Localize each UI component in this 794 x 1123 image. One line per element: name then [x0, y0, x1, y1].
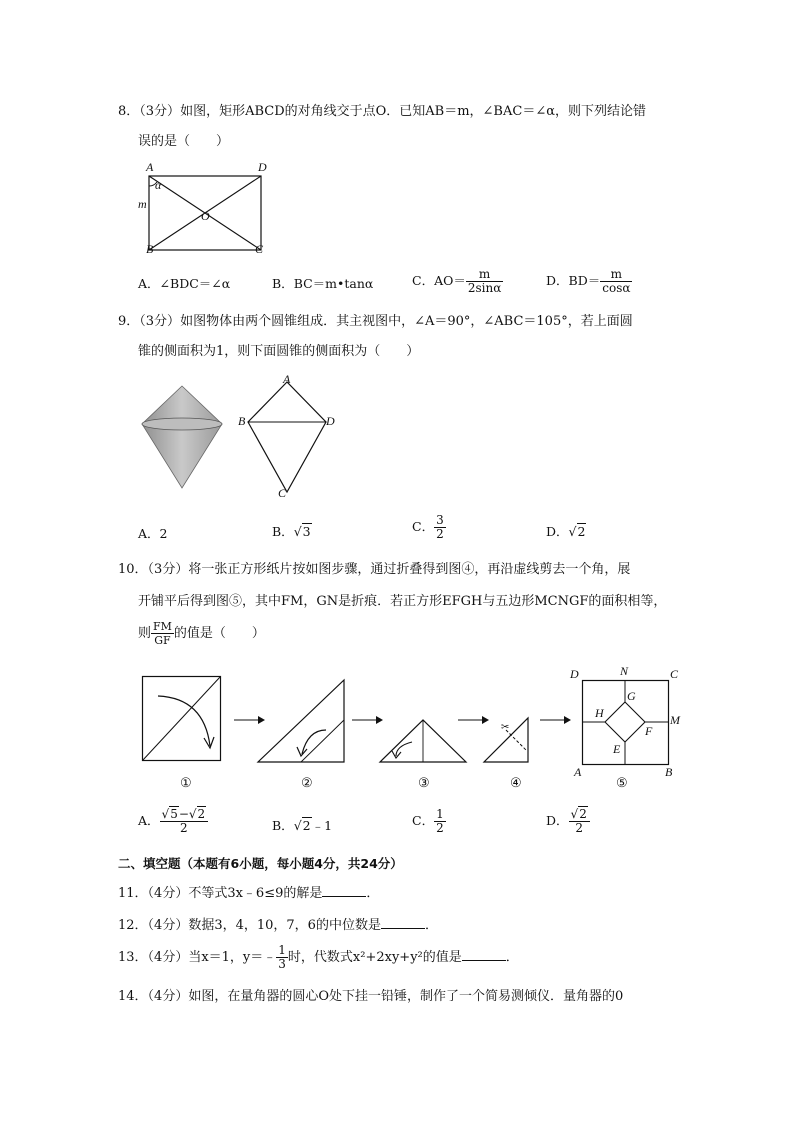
q12	[118, 916, 438, 936]
q8-option-C-fraction	[466, 268, 503, 295]
q9-front-view-figure	[240, 372, 340, 502]
q10-step1-figure	[142, 676, 222, 766]
q10-option-D-letter: D．	[546, 813, 569, 828]
q10-step5-label: ⑤	[616, 776, 628, 791]
q10-option-D-num	[569, 808, 590, 822]
q9-option-D-radicand: 2	[577, 524, 586, 539]
q10-option-A-sqrt-a: √5	[161, 807, 178, 821]
q8-option-A-text: ∠BDC＝∠α	[159, 276, 231, 291]
q10-number: 10．	[118, 562, 148, 577]
q9-stem-line2: 锥的侧面积为1，则下面圆锥的侧面积为（ ）	[138, 344, 420, 359]
q10-ratio-num: FM	[153, 620, 172, 633]
q13	[118, 944, 519, 971]
q9-number: 9．	[118, 314, 140, 329]
q12-answer-blank[interactable]	[381, 916, 425, 929]
q10-stem-line1	[118, 560, 630, 580]
q10-option-D-radicand: 2	[579, 807, 587, 821]
q8-label-A: A	[146, 160, 154, 174]
q10-stem-line3	[138, 620, 265, 647]
q11-score: （4分）	[147, 886, 189, 901]
q8-option-A-letter: A．	[138, 276, 160, 291]
q9-option-D-sqrt: √2	[568, 524, 586, 539]
q9-stem-line1	[118, 312, 633, 332]
q10-option-D[interactable]	[546, 808, 590, 835]
q13-fraction	[276, 944, 288, 971]
q9-label-C: C	[278, 486, 287, 500]
q9-label-A: A	[283, 372, 291, 386]
q10-option-A-letter: A．	[138, 813, 160, 828]
q9-text1: 如图物体由两个圆锥组成．其主视图中，∠A＝90°，∠ABC＝105°，若上面圆	[180, 314, 633, 329]
q8-option-B-text: BC＝m•tanα	[293, 276, 374, 291]
q8-text1: 如图，矩形ABCD的对角线交于点O．已知AB＝m，∠BAC＝∠α，则下列结论错	[180, 104, 646, 119]
q13-post: 时，代数式x²+2xy+y²的值是	[287, 950, 462, 965]
q9-option-B-letter: B．	[272, 524, 294, 539]
q10-stem-line2: 开铺平后得到图⑤，其中FM，GN是折痕．若正方形EFGH与五边形MCNGF的面积相等，	[138, 594, 667, 609]
q13-answer-blank[interactable]	[462, 948, 506, 961]
q9-option-A-letter: A．	[138, 526, 160, 541]
q10-step5-figure	[582, 680, 670, 766]
q10-option-D-fraction	[569, 808, 590, 835]
q8-option-D-pre: BD＝	[568, 273, 601, 288]
q10-step2-figure	[256, 678, 346, 764]
q10-option-A[interactable]	[138, 808, 208, 835]
q8-option-B-letter: B．	[272, 276, 294, 291]
q10-fig5-label-B: B	[665, 765, 673, 779]
q10-option-B[interactable]	[272, 816, 332, 834]
q11-end: ．	[366, 886, 380, 901]
q12-text: 数据3，4，10，7，6的中位数是	[188, 918, 381, 933]
q9-double-cone-picture	[140, 384, 224, 490]
q13-number: 13．	[118, 950, 148, 965]
q10-option-C-num: 1	[436, 807, 444, 821]
q10-fig5-label-F: F	[645, 724, 653, 738]
q9-option-C[interactable]	[412, 514, 446, 541]
q10-option-D-den: 2	[575, 821, 583, 835]
q8-stem-line2: 误的是（ ）	[138, 134, 230, 149]
q14-number: 14．	[118, 989, 148, 1004]
q10-option-D-sqrt: √2	[570, 807, 587, 821]
q8-stem-line1	[118, 102, 646, 122]
q8-label-D: D	[258, 160, 267, 174]
q10-fig5-label-E: E	[613, 742, 621, 756]
q10-fig5-label-N: N	[620, 664, 629, 678]
q8-option-D-fraction	[600, 268, 632, 295]
q12-end: ．	[424, 918, 438, 933]
q10-option-A-fraction	[160, 808, 209, 835]
q9-option-D-letter: D．	[546, 524, 569, 539]
q8-label-B: B	[146, 242, 154, 256]
q8-option-C-letter: C．	[412, 273, 435, 288]
q10-step4-figure	[482, 716, 532, 766]
q8-option-D-letter: D．	[546, 273, 569, 288]
q8-option-C-pre: AO＝	[434, 273, 466, 288]
q8-option-D[interactable]	[546, 268, 632, 295]
q10-option-B-letter: B．	[272, 818, 294, 833]
q10-fig5-label-H: H	[595, 706, 604, 720]
q14-text: 如图，在量角器的圆心O处下挂一铅锤，制作了一个简易测倾仪．量角器的0	[188, 989, 624, 1004]
q13-num: 1	[278, 943, 286, 957]
q9-score: （3分）	[139, 314, 181, 329]
q10-arrow-4	[540, 715, 574, 725]
q9-option-D[interactable]	[546, 522, 586, 540]
q8-score: （3分）	[139, 104, 181, 119]
q10-step4-label: ④	[510, 776, 522, 791]
q10-option-A-num	[160, 808, 209, 822]
q10-option-C-letter: C．	[412, 813, 435, 828]
q10-option-B-post: ﹣1	[311, 818, 333, 833]
q10-option-A-radicand-a: 5	[170, 807, 178, 821]
q11	[118, 884, 379, 904]
q10-fig5-label-M: M	[670, 713, 680, 727]
q10-option-A-minus: −	[178, 807, 189, 821]
q9-option-B-sqrt: √3	[293, 524, 311, 539]
q10-fig5-label-D: D	[570, 667, 579, 681]
q10-option-C-den: 2	[436, 821, 444, 835]
q9-label-D: D	[326, 414, 335, 428]
q8-label-m: m	[138, 197, 147, 211]
q13-score: （4分）	[147, 950, 189, 965]
q10-ratio-fraction	[151, 620, 174, 647]
q8-option-B[interactable]	[272, 274, 373, 292]
q10-option-A-den: 2	[180, 821, 188, 835]
q12-number: 12．	[118, 918, 148, 933]
q8-option-C-num: m	[466, 268, 503, 282]
section-heading-fill-in: 二、填空题（本题有6小题，每小题4分，共24分）	[118, 856, 403, 871]
q13-pre: 当x＝1，y＝﹣	[188, 950, 277, 965]
q10-option-A-sqrt-b: √2	[188, 807, 206, 821]
q10-text3-post: 的值是（ ）	[173, 626, 265, 641]
q8-option-C[interactable]	[412, 268, 503, 295]
q8-option-D-den: cosα	[602, 281, 631, 295]
q9-option-B[interactable]	[272, 522, 312, 540]
q9-option-C-num: 3	[436, 513, 444, 527]
q8-label-C: C	[255, 242, 264, 256]
q11-number: 11．	[118, 886, 148, 901]
q9-label-B: B	[238, 414, 246, 428]
q10-step3-figure	[378, 718, 468, 766]
q8-label-alpha: α	[155, 178, 162, 192]
q14-score: （4分）	[147, 989, 189, 1004]
q9-option-B-radicand: 3	[302, 524, 311, 539]
q9-option-C-letter: C．	[412, 519, 435, 534]
q13-den: 3	[278, 957, 286, 971]
q8-label-O: O	[201, 209, 210, 223]
q8-number: 8．	[118, 104, 140, 119]
q10-text3-pre: 则	[138, 626, 152, 641]
svg-text:✂: ✂	[501, 722, 510, 733]
q10-step3-label: ③	[418, 776, 430, 791]
q9-option-A-text: 2	[159, 526, 168, 541]
q10-fig5-label-C: C	[670, 667, 679, 681]
q9-option-C-den: 2	[436, 527, 444, 541]
q11-text: 不等式3x﹣6≤9的解是	[188, 886, 323, 901]
q10-ratio-den: GF	[154, 634, 171, 647]
q8-option-A[interactable]	[138, 274, 230, 292]
q10-option-B-radicand: 2	[302, 818, 311, 833]
q10-score: （3分）	[147, 562, 189, 577]
q10-fig5-label-G: G	[627, 689, 636, 703]
q10-option-C[interactable]	[412, 808, 446, 835]
q13-end: ．	[505, 950, 519, 965]
q10-step2-label: ②	[301, 776, 313, 791]
q10-step1-label: ①	[180, 776, 192, 791]
q12-score: （4分）	[147, 918, 189, 933]
q8-option-C-den: 2sinα	[467, 281, 502, 295]
q9-option-C-fraction	[434, 514, 446, 541]
q10-option-A-radicand-b: 2	[197, 807, 206, 821]
q10-option-B-sqrt: √2	[293, 818, 311, 833]
q10-fig5-label-A: A	[574, 765, 582, 779]
q10-text1: 将一张正方形纸片按如图步骤，通过折叠得到图④，再沿虚线剪去一个角，展	[188, 562, 631, 577]
q9-option-A[interactable]	[138, 524, 167, 542]
q14	[118, 987, 623, 1007]
q10-option-C-fraction	[434, 808, 446, 835]
q11-answer-blank[interactable]	[322, 884, 366, 897]
q8-option-D-num: m	[600, 268, 632, 282]
